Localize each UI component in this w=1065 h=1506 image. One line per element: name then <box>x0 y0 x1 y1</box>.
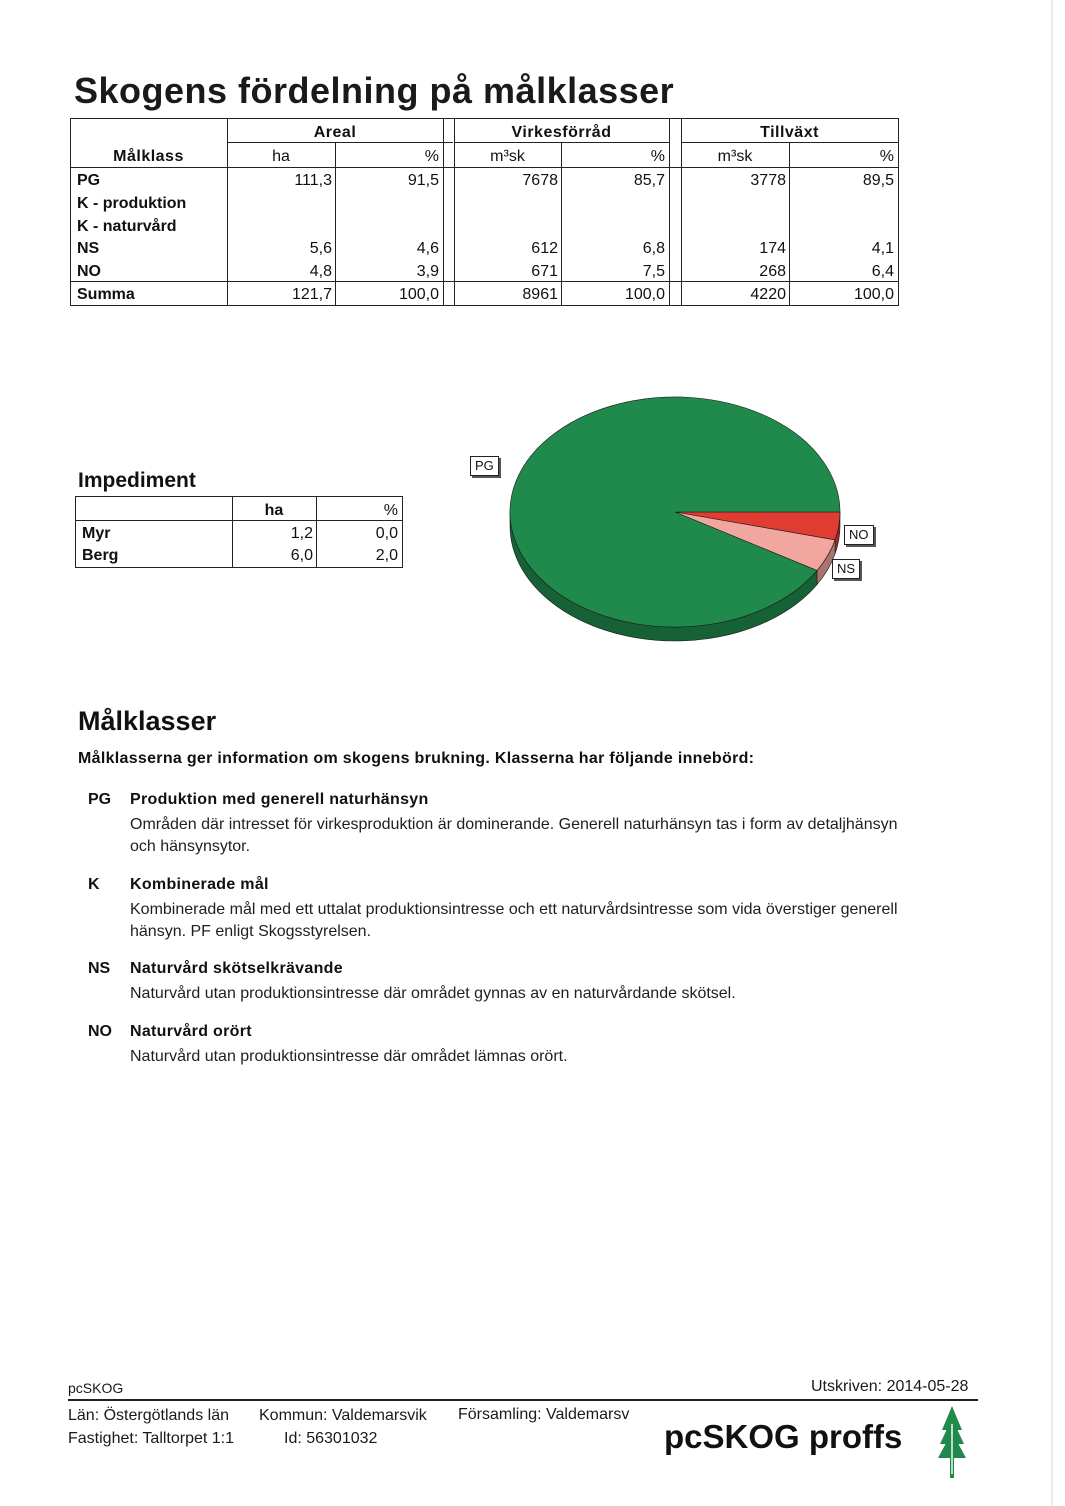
footer-forsamling: Församling: Valdemarsv <box>458 1406 630 1423</box>
table-cell: 4220 <box>750 286 786 303</box>
table-cell: 1,2 <box>290 525 313 542</box>
definition-text: Områden där intresset för virkesproduktion är dominerande. Generell naturhänsyn tas i form av detaljhänsyn och hänsynsytor. <box>130 816 898 855</box>
table-cell: 174 <box>759 240 786 257</box>
definition-code: NO <box>88 1023 112 1040</box>
page-edge <box>1051 0 1053 1506</box>
subheader: m³sk <box>717 148 753 165</box>
table-cell: 4,1 <box>871 240 894 257</box>
definition-text: Naturvård utan produktionsintresse där området gynnas av en naturvårdande skötsel. <box>130 985 736 1002</box>
definition-code: PG <box>88 791 112 808</box>
table-cell: 100,0 <box>853 286 894 303</box>
footer-rule <box>68 1399 978 1401</box>
subheader: m³sk <box>490 148 525 165</box>
section-intro: Målklasserna ger information om skogens brukning. Klasserna har följande innebörd: <box>78 750 755 767</box>
row-label-myr: Myr <box>82 525 111 542</box>
section-title: Målklasser <box>78 706 217 736</box>
table-cell: 85,7 <box>633 172 665 189</box>
subheader: % <box>650 148 665 165</box>
table-cell: 121,7 <box>291 286 332 303</box>
table-cell: 7,5 <box>642 263 665 280</box>
pie-chart <box>470 390 890 660</box>
footer-id: Id: 56301032 <box>284 1430 378 1447</box>
row-label-k-naturvard: K - naturvård <box>77 218 177 235</box>
table-cell: 8961 <box>522 286 558 303</box>
subheader: % <box>383 502 398 519</box>
table-cell: 268 <box>759 263 786 280</box>
pie-label-ns: NS <box>832 559 860 579</box>
table-rule <box>669 118 670 305</box>
table-cell: 100,0 <box>624 286 665 303</box>
impediment-table <box>75 496 403 568</box>
group-header-virkesforrad: Virkesförråd <box>511 124 612 141</box>
table-cell: 3,9 <box>416 263 439 280</box>
row-label-summa: Summa <box>77 286 135 303</box>
table-cell: 4,8 <box>309 263 332 280</box>
table-cell: 111,3 <box>294 172 332 189</box>
footer-kommun: Kommun: Valdemarsvik <box>259 1407 427 1424</box>
row-label-berg: Berg <box>82 547 119 564</box>
subheader: ha <box>272 148 290 165</box>
pie-label-no: NO <box>844 525 874 545</box>
definition-heading: Naturvård orört <box>130 1023 252 1040</box>
table-cell: 0,0 <box>375 525 398 542</box>
table-cell: 6,0 <box>290 547 313 564</box>
table-cell: 6,8 <box>642 240 665 257</box>
group-header-areal: Areal <box>313 124 357 141</box>
row-label-ns: NS <box>77 240 100 257</box>
definition-text: Naturvård utan produktionsintresse där området lämnas orört. <box>130 1048 568 1065</box>
definition-code: NS <box>88 960 111 977</box>
definition-heading: Produktion med generell naturhänsyn <box>130 791 429 808</box>
table-cell: 100,0 <box>398 286 439 303</box>
brand-name: pcSKOG proffs <box>664 1418 903 1455</box>
group-header-tillvaxt: Tillväxt <box>760 124 819 141</box>
definition-text: Kombinerade mål med ett uttalat produktionsintresse och ett naturvårdsintresse som vida överstiger generell hänsyn. PF enligt Skogsstyrelsen. <box>130 901 898 940</box>
table-cell: 6,4 <box>871 263 894 280</box>
definition-code: K <box>88 876 100 893</box>
column-header-malklass: Målklass <box>113 148 184 165</box>
footer-fastighet: Fastighet: Talltorpet 1:1 <box>68 1430 235 1447</box>
table-rule <box>70 167 898 168</box>
table-cell: 5,6 <box>309 240 332 257</box>
table-cell: 91,5 <box>407 172 439 189</box>
table-cell: 671 <box>531 263 558 280</box>
pie-label-pg: PG <box>470 456 499 476</box>
row-label-pg: PG <box>77 172 101 189</box>
table-rule <box>443 118 444 305</box>
footer-printed-date: Utskriven: 2014-05-28 <box>811 1378 969 1395</box>
table-cell: 2,0 <box>375 547 398 564</box>
tree-logo-icon <box>932 1404 972 1480</box>
footer-lan: Län: Östergötlands län <box>68 1407 229 1424</box>
table-cell: 3778 <box>750 172 786 189</box>
page-title: Skogens fördelning på målklasser <box>74 70 675 111</box>
row-label-k-produktion: K - produktion <box>77 195 187 212</box>
pie-slice-pg <box>510 397 840 627</box>
subheader: % <box>424 148 439 165</box>
pie-svg <box>470 390 890 660</box>
subheader: ha <box>264 502 284 519</box>
table-cell: 89,5 <box>862 172 894 189</box>
definition-heading: Kombinerade mål <box>130 876 269 893</box>
impediment-title: Impediment <box>78 469 196 492</box>
table-cell: 4,6 <box>416 240 439 257</box>
subheader: % <box>879 148 894 165</box>
row-label-no: NO <box>77 263 101 280</box>
table-cell: 612 <box>531 240 558 257</box>
table-cell: 7678 <box>522 172 558 189</box>
distribution-table <box>70 118 899 306</box>
footer-app-name: pcSKOG <box>68 1380 124 1396</box>
definition-heading: Naturvård skötselkrävande <box>130 960 343 977</box>
